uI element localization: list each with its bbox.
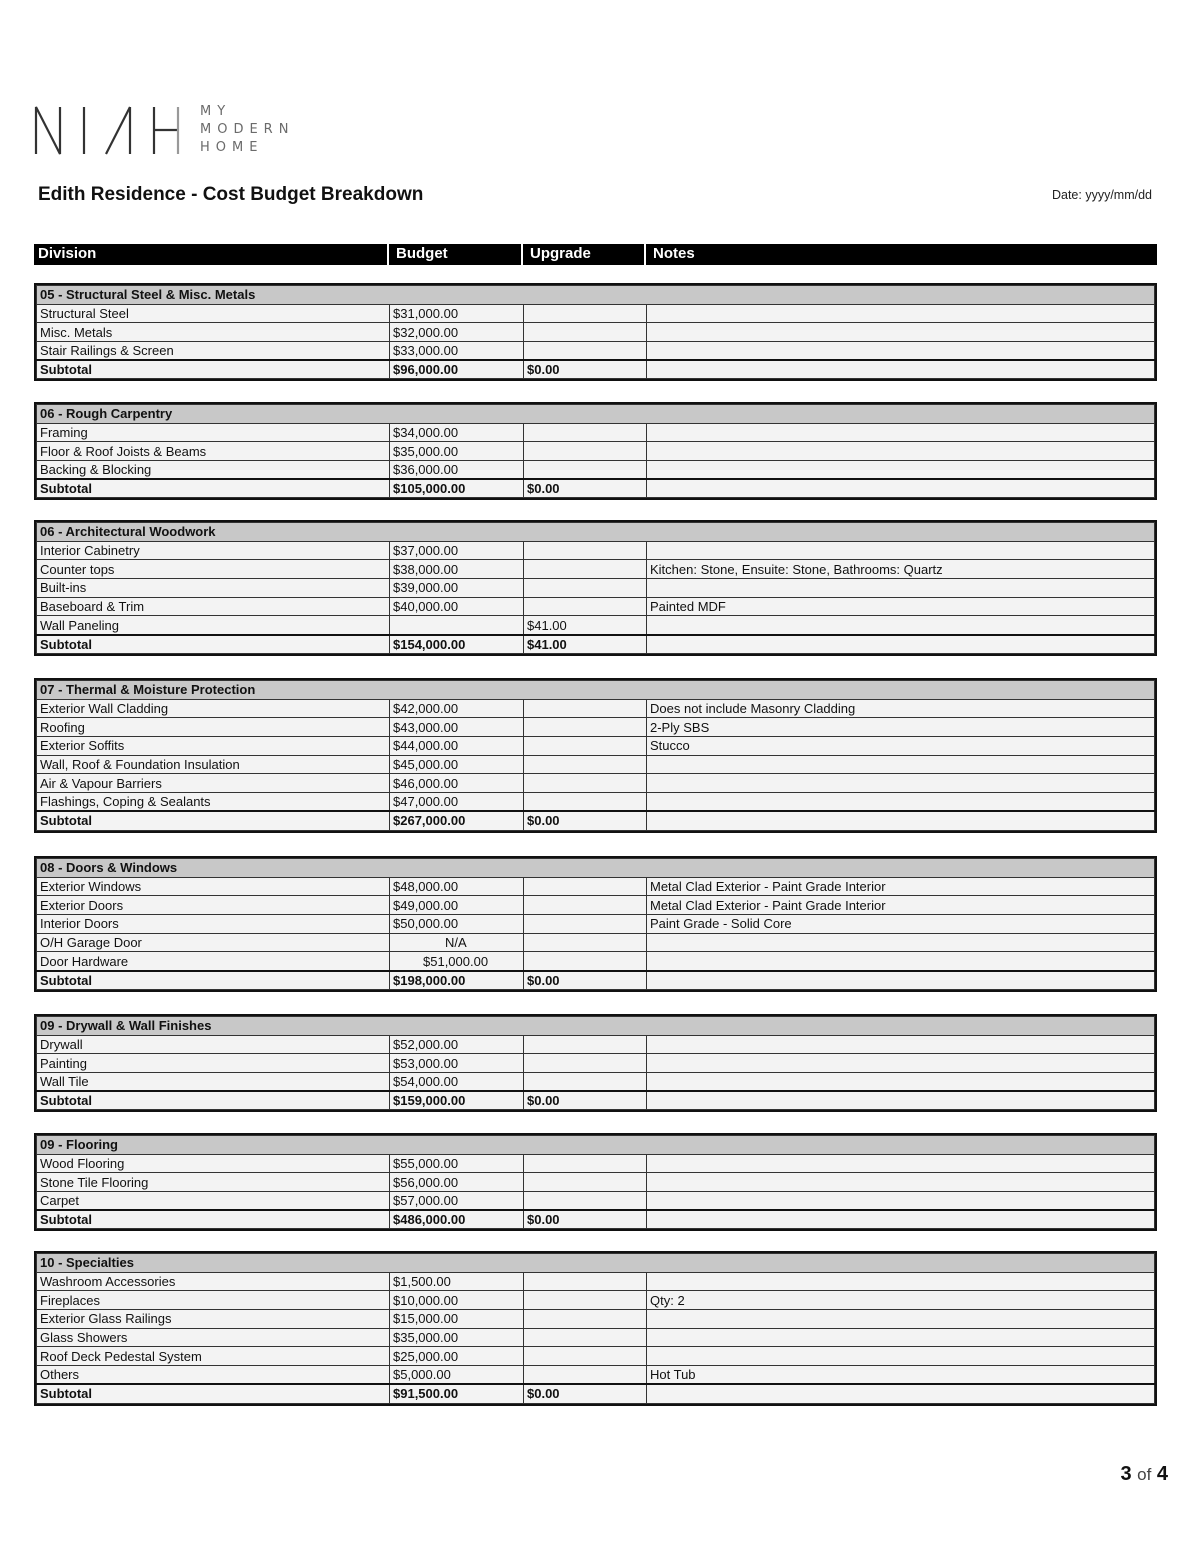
- upgrade-cell: [524, 1310, 647, 1329]
- item-cell: Roof Deck Pedestal System: [37, 1347, 390, 1366]
- item-cell: Framing: [37, 423, 390, 442]
- table-row: [37, 915, 1155, 934]
- subtotal-row: [37, 1384, 1155, 1403]
- budget-table: [36, 522, 1155, 654]
- brand-wordmark: [200, 103, 294, 157]
- subtotal-budget: $267,000.00: [390, 811, 524, 830]
- upgrade-cell: [524, 1173, 647, 1192]
- budget-cell: $37,000.00: [390, 541, 524, 560]
- section-title: 06 - Architectural Woodwork: [37, 523, 1155, 542]
- budget-cell: $43,000.00: [390, 718, 524, 737]
- budget-cell: $38,000.00: [390, 560, 524, 579]
- item-cell: Painting: [37, 1054, 390, 1073]
- column-header-budget: Budget: [396, 245, 448, 262]
- upgrade-cell: [524, 442, 647, 461]
- notes-cell: [647, 933, 1155, 952]
- notes-cell: Stucco: [647, 737, 1155, 756]
- budget-cell: $33,000.00: [390, 342, 524, 361]
- budget-section: [34, 283, 1157, 381]
- item-cell: Backing & Blocking: [37, 461, 390, 480]
- table-row: [37, 933, 1155, 952]
- item-cell: Wall, Roof & Foundation Insulation: [37, 755, 390, 774]
- notes-cell: [647, 1347, 1155, 1366]
- table-row: [37, 952, 1155, 971]
- subtotal-row: [37, 360, 1155, 379]
- section-header-row: [37, 859, 1155, 878]
- table-row: [37, 896, 1155, 915]
- notes-cell: Hot Tub: [647, 1366, 1155, 1385]
- date-label: Date: yyyy/mm/dd: [1051, 188, 1152, 202]
- budget-cell: $5,000.00: [390, 1366, 524, 1385]
- item-cell: Structural Steel: [37, 304, 390, 323]
- notes-cell: [647, 1035, 1155, 1054]
- budget-cell: $44,000.00: [390, 737, 524, 756]
- budget-cell: $15,000.00: [390, 1310, 524, 1329]
- notes-cell: Painted MDF: [647, 597, 1155, 616]
- notes-cell: [647, 461, 1155, 480]
- table-row: [37, 560, 1155, 579]
- table-row: [37, 718, 1155, 737]
- budget-cell: $35,000.00: [390, 442, 524, 461]
- subtotal-label: Subtotal: [37, 635, 390, 654]
- subtotal-budget: $154,000.00: [390, 635, 524, 654]
- upgrade-cell: [524, 423, 647, 442]
- item-cell: Carpet: [37, 1192, 390, 1211]
- table-row: [37, 1035, 1155, 1054]
- table-row: [37, 442, 1155, 461]
- table-row: [37, 1291, 1155, 1310]
- budget-cell: [390, 616, 524, 635]
- table-row: [37, 1173, 1155, 1192]
- upgrade-cell: [524, 952, 647, 971]
- table-row: [37, 699, 1155, 718]
- item-cell: Built-ins: [37, 579, 390, 598]
- budget-cell: $10,000.00: [390, 1291, 524, 1310]
- notes-cell: [647, 1173, 1155, 1192]
- subtotal-notes: [647, 635, 1155, 654]
- subtotal-notes: [647, 479, 1155, 498]
- upgrade-cell: [524, 1035, 647, 1054]
- table-row: [37, 755, 1155, 774]
- page-title: Edith Residence - Cost Budget Breakdown: [38, 184, 424, 205]
- upgrade-cell: [524, 877, 647, 896]
- item-cell: Interior Doors: [37, 915, 390, 934]
- subtotal-label: Subtotal: [37, 1091, 390, 1110]
- budget-cell: $40,000.00: [390, 597, 524, 616]
- brand-line: MODERN: [200, 122, 295, 137]
- notes-cell: [647, 755, 1155, 774]
- subtotal-upgrade: $0.00: [524, 811, 647, 830]
- column-header-upgrade: Upgrade: [530, 245, 591, 262]
- notes-cell: [647, 774, 1155, 793]
- upgrade-cell: [524, 579, 647, 598]
- notes-cell: [647, 1154, 1155, 1173]
- notes-cell: 2-Ply SBS: [647, 718, 1155, 737]
- notes-cell: [647, 793, 1155, 812]
- budget-table: [36, 285, 1155, 379]
- item-cell: Glass Showers: [37, 1328, 390, 1347]
- item-cell: Flashings, Coping & Sealants: [37, 793, 390, 812]
- item-cell: Interior Cabinetry: [37, 541, 390, 560]
- budget-cell: $55,000.00: [390, 1154, 524, 1173]
- item-cell: Floor & Roof Joists & Beams: [37, 442, 390, 461]
- upgrade-cell: [524, 718, 647, 737]
- section-title: 09 - Drywall & Wall Finishes: [37, 1017, 1155, 1036]
- budget-cell: $45,000.00: [390, 755, 524, 774]
- subtotal-label: Subtotal: [37, 811, 390, 830]
- subtotal-notes: [647, 971, 1155, 990]
- subtotal-notes: [647, 811, 1155, 830]
- item-cell: Drywall: [37, 1035, 390, 1054]
- notes-cell: [647, 442, 1155, 461]
- subtotal-notes: [647, 1210, 1155, 1229]
- budget-section: [34, 1014, 1157, 1112]
- upgrade-cell: [524, 915, 647, 934]
- table-row: [37, 423, 1155, 442]
- table-row: [37, 1328, 1155, 1347]
- notes-cell: [647, 1272, 1155, 1291]
- upgrade-cell: [524, 1347, 647, 1366]
- item-cell: Air & Vapour Barriers: [37, 774, 390, 793]
- notes-cell: [647, 1328, 1155, 1347]
- notes-cell: Qty: 2: [647, 1291, 1155, 1310]
- budget-cell: $52,000.00: [390, 1035, 524, 1054]
- subtotal-notes: [647, 1384, 1155, 1403]
- table-row: [37, 579, 1155, 598]
- upgrade-cell: [524, 1073, 647, 1092]
- subtotal-row: [37, 635, 1155, 654]
- budget-cell: $51,000.00: [390, 952, 524, 971]
- subtotal-upgrade: $0.00: [524, 971, 647, 990]
- upgrade-cell: [524, 1154, 647, 1173]
- section-header-row: [37, 1254, 1155, 1273]
- subtotal-upgrade: $0.00: [524, 360, 647, 379]
- subtotal-upgrade: $41.00: [524, 635, 647, 654]
- notes-cell: Does not include Masonry Cladding: [647, 699, 1155, 718]
- subtotal-upgrade: $0.00: [524, 1384, 647, 1403]
- table-row: [37, 793, 1155, 812]
- subtotal-upgrade: $0.00: [524, 479, 647, 498]
- budget-cell: $32,000.00: [390, 323, 524, 342]
- notes-cell: Kitchen: Stone, Ensuite: Stone, Bathrooms: Quartz: [647, 560, 1155, 579]
- section-header-row: [37, 286, 1155, 305]
- section-header-row: [37, 1136, 1155, 1155]
- subtotal-label: Subtotal: [37, 971, 390, 990]
- upgrade-cell: [524, 560, 647, 579]
- subtotal-label: Subtotal: [37, 1384, 390, 1403]
- budget-cell: $31,000.00: [390, 304, 524, 323]
- table-row: [37, 1154, 1155, 1173]
- upgrade-cell: $41.00: [524, 616, 647, 635]
- upgrade-cell: [524, 323, 647, 342]
- subtotal-budget: $96,000.00: [390, 360, 524, 379]
- notes-cell: [647, 342, 1155, 361]
- upgrade-cell: [524, 699, 647, 718]
- upgrade-cell: [524, 1328, 647, 1347]
- table-row: [37, 1054, 1155, 1073]
- budget-cell: $56,000.00: [390, 1173, 524, 1192]
- budget-table: [36, 1253, 1155, 1404]
- table-row: [37, 1347, 1155, 1366]
- subtotal-budget: $198,000.00: [390, 971, 524, 990]
- section-header-row: [37, 523, 1155, 542]
- subtotal-row: [37, 811, 1155, 830]
- budget-cell: $42,000.00: [390, 699, 524, 718]
- upgrade-cell: [524, 1272, 647, 1291]
- section-header-row: [37, 405, 1155, 424]
- budget-cell: N/A: [390, 933, 524, 952]
- item-cell: Wood Flooring: [37, 1154, 390, 1173]
- subtotal-upgrade: $0.00: [524, 1210, 647, 1229]
- subtotal-label: Subtotal: [37, 360, 390, 379]
- budget-section: [34, 678, 1157, 833]
- table-row: [37, 1272, 1155, 1291]
- notes-cell: Metal Clad Exterior - Paint Grade Interior: [647, 877, 1155, 896]
- upgrade-cell: [524, 1291, 647, 1310]
- notes-cell: [647, 1054, 1155, 1073]
- notes-cell: [647, 616, 1155, 635]
- table-row: [37, 304, 1155, 323]
- item-cell: Stone Tile Flooring: [37, 1173, 390, 1192]
- table-row: [37, 597, 1155, 616]
- table-row: [37, 877, 1155, 896]
- section-title: 10 - Specialties: [37, 1254, 1155, 1273]
- upgrade-cell: [524, 461, 647, 480]
- notes-cell: [647, 1310, 1155, 1329]
- table-row: [37, 342, 1155, 361]
- subtotal-budget: $105,000.00: [390, 479, 524, 498]
- notes-cell: Metal Clad Exterior - Paint Grade Interior: [647, 896, 1155, 915]
- item-cell: Wall Tile: [37, 1073, 390, 1092]
- budget-table: [36, 1016, 1155, 1110]
- table-row: [37, 1073, 1155, 1092]
- upgrade-cell: [524, 737, 647, 756]
- budget-cell: $53,000.00: [390, 1054, 524, 1073]
- section-title: 08 - Doors & Windows: [37, 859, 1155, 878]
- budget-cell: $35,000.00: [390, 1328, 524, 1347]
- item-cell: Exterior Windows: [37, 877, 390, 896]
- item-cell: Fireplaces: [37, 1291, 390, 1310]
- budget-cell: $48,000.00: [390, 877, 524, 896]
- upgrade-cell: [524, 755, 647, 774]
- budget-table: [36, 858, 1155, 990]
- budget-section: [34, 1133, 1157, 1231]
- item-cell: Misc. Metals: [37, 323, 390, 342]
- upgrade-cell: [524, 304, 647, 323]
- table-row: [37, 616, 1155, 635]
- page-total: 4: [1156, 1463, 1168, 1485]
- item-cell: Exterior Glass Railings: [37, 1310, 390, 1329]
- subtotal-budget: $486,000.00: [390, 1210, 524, 1229]
- item-cell: Others: [37, 1366, 390, 1385]
- upgrade-cell: [524, 933, 647, 952]
- column-header-notes: Notes: [653, 245, 695, 262]
- notes-cell: [647, 579, 1155, 598]
- item-cell: Washroom Accessories: [37, 1272, 390, 1291]
- subtotal-row: [37, 479, 1155, 498]
- budget-cell: $25,000.00: [390, 1347, 524, 1366]
- brand-line: HOME: [200, 140, 264, 155]
- item-cell: Exterior Soffits: [37, 737, 390, 756]
- subtotal-row: [37, 971, 1155, 990]
- item-cell: Roofing: [37, 718, 390, 737]
- subtotal-budget: $91,500.00: [390, 1384, 524, 1403]
- section-header-row: [37, 681, 1155, 700]
- item-cell: Stair Railings & Screen: [37, 342, 390, 361]
- page-of: of: [1137, 1465, 1152, 1484]
- subtotal-row: [37, 1210, 1155, 1229]
- budget-cell: $36,000.00: [390, 461, 524, 480]
- budget-cell: $46,000.00: [390, 774, 524, 793]
- column-header-bar: [34, 244, 1157, 265]
- budget-cell: $49,000.00: [390, 896, 524, 915]
- column-header-division: Division: [38, 245, 97, 262]
- section-title: 06 - Rough Carpentry: [37, 405, 1155, 424]
- section-title: 09 - Flooring: [37, 1136, 1155, 1155]
- table-row: [37, 323, 1155, 342]
- page-number: [1120, 1463, 1168, 1486]
- notes-cell: [647, 304, 1155, 323]
- subtotal-budget: $159,000.00: [390, 1091, 524, 1110]
- budget-cell: $1,500.00: [390, 1272, 524, 1291]
- upgrade-cell: [524, 1192, 647, 1211]
- table-row: [37, 461, 1155, 480]
- upgrade-cell: [524, 1366, 647, 1385]
- upgrade-cell: [524, 1054, 647, 1073]
- subtotal-notes: [647, 360, 1155, 379]
- subtotal-row: [37, 1091, 1155, 1110]
- subtotal-notes: [647, 1091, 1155, 1110]
- table-row: [37, 541, 1155, 560]
- section-title: 05 - Structural Steel & Misc. Metals: [37, 286, 1155, 305]
- notes-cell: [647, 423, 1155, 442]
- table-row: [37, 1366, 1155, 1385]
- budget-cell: $54,000.00: [390, 1073, 524, 1092]
- budget-table: [36, 680, 1155, 831]
- item-cell: Exterior Doors: [37, 896, 390, 915]
- budget-cell: $39,000.00: [390, 579, 524, 598]
- budget-section: [34, 520, 1157, 656]
- section-title: 07 - Thermal & Moisture Protection: [37, 681, 1155, 700]
- budget-table: [36, 404, 1155, 498]
- notes-cell: [647, 541, 1155, 560]
- item-cell: Exterior Wall Cladding: [37, 699, 390, 718]
- table-row: [37, 1192, 1155, 1211]
- notes-cell: [647, 952, 1155, 971]
- subtotal-label: Subtotal: [37, 479, 390, 498]
- budget-section: [34, 1251, 1157, 1406]
- budget-cell: $47,000.00: [390, 793, 524, 812]
- budget-section: [34, 402, 1157, 500]
- table-row: [37, 737, 1155, 756]
- item-cell: O/H Garage Door: [37, 933, 390, 952]
- notes-cell: [647, 1073, 1155, 1092]
- budget-table: [36, 1135, 1155, 1229]
- upgrade-cell: [524, 541, 647, 560]
- page-current: 3: [1120, 1463, 1132, 1485]
- upgrade-cell: [524, 774, 647, 793]
- notes-cell: Paint Grade - Solid Core: [647, 915, 1155, 934]
- budget-cell: $34,000.00: [390, 423, 524, 442]
- upgrade-cell: [524, 342, 647, 361]
- notes-cell: [647, 323, 1155, 342]
- table-row: [37, 774, 1155, 793]
- budget-cell: $57,000.00: [390, 1192, 524, 1211]
- budget-section: [34, 856, 1157, 992]
- subtotal-upgrade: $0.00: [524, 1091, 647, 1110]
- item-cell: Baseboard & Trim: [37, 597, 390, 616]
- upgrade-cell: [524, 597, 647, 616]
- item-cell: Counter tops: [37, 560, 390, 579]
- upgrade-cell: [524, 793, 647, 812]
- upgrade-cell: [524, 896, 647, 915]
- item-cell: Door Hardware: [37, 952, 390, 971]
- brand-line: MY: [200, 104, 232, 119]
- section-header-row: [37, 1017, 1155, 1036]
- budget-cell: $50,000.00: [390, 915, 524, 934]
- item-cell: Wall Paneling: [37, 616, 390, 635]
- notes-cell: [647, 1192, 1155, 1211]
- table-row: [37, 1310, 1155, 1329]
- subtotal-label: Subtotal: [37, 1210, 390, 1229]
